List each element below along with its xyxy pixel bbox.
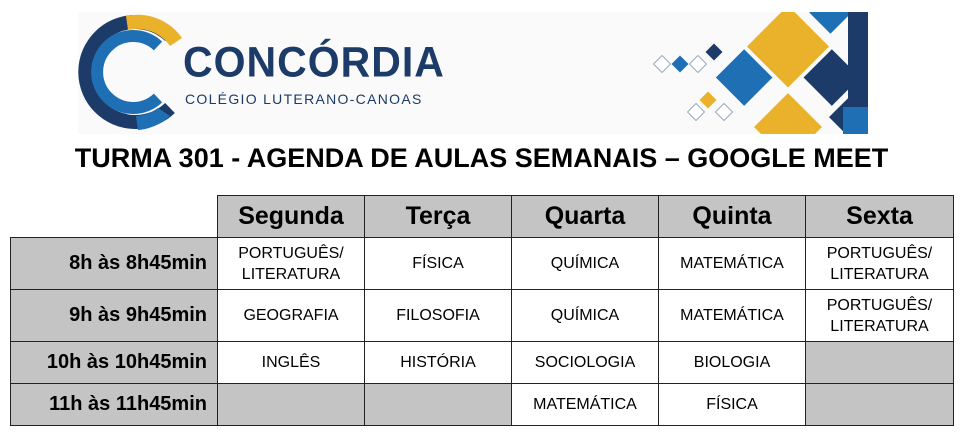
table-row [11, 290, 954, 342]
empty-cell [806, 384, 954, 426]
time-slot-header: 11h às 11h45min [11, 384, 218, 426]
subject-cell: QUÍMICA [512, 238, 659, 290]
corner-cell [11, 196, 218, 238]
subject-cell: GEOGRAFIA [218, 290, 365, 342]
empty-cell [806, 342, 954, 384]
day-header: Segunda [218, 196, 365, 238]
subject-cell: PORTUGUÊS/ LITERATURA [218, 238, 365, 290]
subject-cell: PORTUGUÊS/ LITERATURA [806, 290, 954, 342]
table-row [11, 342, 954, 384]
subject-cell: HISTÓRIA [365, 342, 512, 384]
day-header: Quarta [512, 196, 659, 238]
subject-cell: FÍSICA [659, 384, 806, 426]
table-row [11, 238, 954, 290]
time-slot-header: 10h às 10h45min [11, 342, 218, 384]
subject-cell: SOCIOLOGIA [512, 342, 659, 384]
empty-cell [365, 384, 512, 426]
day-header-row [11, 196, 954, 238]
subject-cell: QUÍMICA [512, 290, 659, 342]
subject-cell: PORTUGUÊS/ LITERATURA [806, 238, 954, 290]
empty-cell [218, 384, 365, 426]
day-header: Sexta [806, 196, 954, 238]
subject-cell: MATEMÁTICA [659, 290, 806, 342]
subject-cell: MATEMÁTICA [512, 384, 659, 426]
weekly-schedule-table [10, 195, 954, 426]
time-slot-header: 8h às 8h45min [11, 238, 218, 290]
subject-cell: FÍSICA [365, 238, 512, 290]
subject-cell: FILOSOFIA [365, 290, 512, 342]
decorative-squares-art [648, 12, 868, 134]
day-header: Quinta [659, 196, 806, 238]
subject-cell: BIOLOGIA [659, 342, 806, 384]
subject-cell: INGLÊS [218, 342, 365, 384]
table-row [11, 384, 954, 426]
page-title: TURMA 301 - AGENDA DE AULAS SEMANAIS – GOOGLE MEET [74, 143, 889, 173]
brand-name: CONCÓRDIA [183, 37, 445, 87]
subject-cell: MATEMÁTICA [659, 238, 806, 290]
day-header: Terça [365, 196, 512, 238]
brand-subtitle: COLÉGIO LUTERANO-CANOAS [185, 91, 423, 107]
time-slot-header: 9h às 9h45min [11, 290, 218, 342]
concordia-logo-icon [78, 12, 186, 132]
